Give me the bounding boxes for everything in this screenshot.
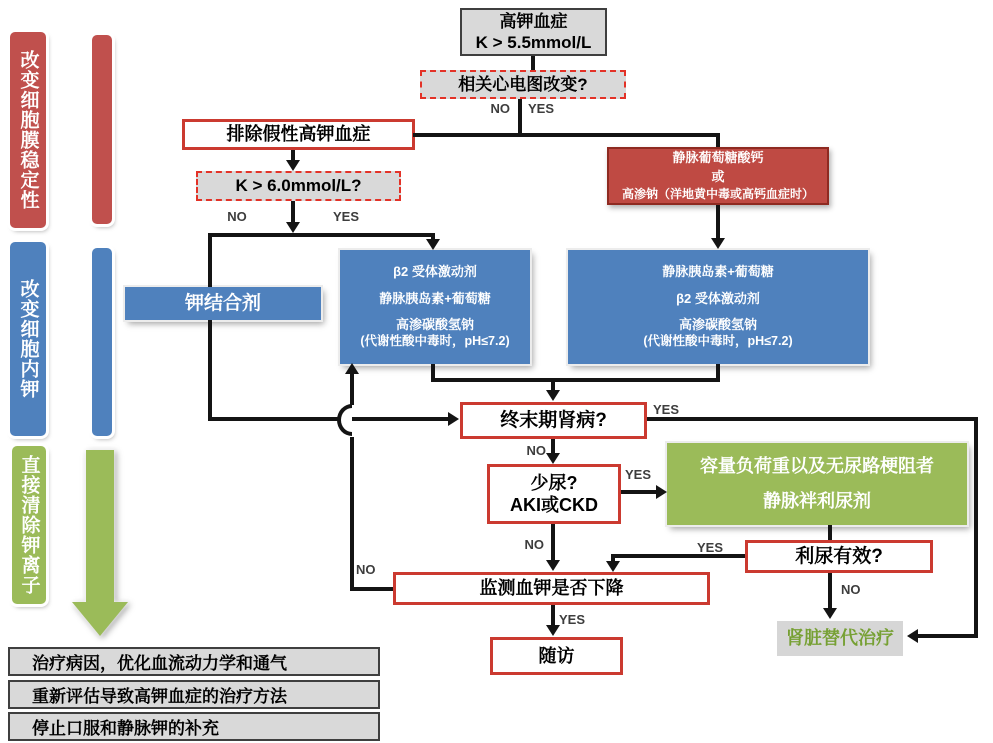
flow-line [647,417,978,421]
flow-line [518,99,522,135]
sidebar-stage-membrane-stability: 改变细胞膜稳定性 [10,32,46,228]
label-esrd-yes: YES [653,402,680,417]
flow-line [291,201,295,223]
flow-line [716,205,720,239]
sidebar-stage-potassium-removal: 直接清除钾离子 [12,446,46,604]
flow-line [350,437,354,589]
flow-line [413,133,720,137]
green-down-arrow-icon [72,450,128,636]
node-diuresis-effective-question: 利尿有效? [745,540,933,573]
arrowhead-right [656,485,667,499]
node-oliguria-question [487,464,621,524]
arrowhead-right [448,412,459,426]
shift-right-line3: 高渗碳酸氢钠 (代谢性酸中毒时，pH≤7.2) [643,316,793,349]
node-hyperkalemia-threshold: K > 5.5mmol/L [475,33,592,52]
arrowhead-down [546,560,560,571]
shift-right-line1: 静脉胰岛素+葡萄糖 [662,264,774,280]
flow-line [208,233,212,287]
arrowhead-down [546,453,560,464]
flow-line [621,490,657,494]
flow-line [551,439,555,454]
flow-line [828,525,832,540]
note-stop-potassium-intake: 停止口服和静脉钾的补充 [8,712,380,741]
shift-left-line1: β2 受体激动剂 [393,264,477,280]
node-hyperkalemia-title: 高钾血症 [499,11,568,31]
flow-line [208,320,212,419]
arrowhead-down [426,239,440,250]
node-loop-diuretic [667,443,967,525]
oliguria-line2: AKI或CKD [510,495,598,515]
node-k-above-6: K > 6.0mmol/L? [196,171,401,201]
flow-line [208,233,435,237]
note-treat-cause: 治疗病因，优化血流动力学和通气 [8,647,380,676]
node-esrd-question: 终末期肾病? [460,402,647,439]
label-k6-yes: YES [332,209,359,224]
flow-line [531,56,535,70]
flow-line [551,605,555,626]
node-renal-replacement-therapy: 肾脏替代治疗 [777,621,903,656]
arrowhead-down [606,561,620,572]
diuretic-line2: 静脉袢利尿剂 [763,491,871,512]
note-reassess-therapy: 重新评估导致高钾血症的治疗方法 [8,680,380,709]
flow-line [974,417,978,636]
shift-right-line2: β2 受体激动剂 [676,290,760,306]
flow-line [350,374,354,405]
label-ecg-yes: YES [528,101,555,116]
arrowhead-down [286,222,300,233]
flow-line [716,133,720,147]
shift-left-line2: 静脉胰岛素+葡萄糖 [379,290,491,306]
label-monitor-yes: YES [559,612,586,627]
arrowhead-down [546,390,560,401]
node-ecg-changes: 相关心电图改变? [420,70,626,99]
node-iv-calcium-gluconate [607,147,829,205]
label-ecg-no: NO [490,101,510,116]
flow-line [918,634,978,638]
calcium-line2: 或 [711,168,725,184]
label-esrd-no: NO [526,443,546,458]
label-oliguria-yes: YES [625,467,652,482]
flow-line [551,524,555,561]
sidebar-bar-red [92,35,112,224]
arrowhead-up [345,363,359,374]
flow-line [431,378,720,382]
flow-line [828,573,832,609]
flow-line [208,417,448,421]
calcium-line1: 静脉葡萄糖酸钙 [672,150,764,166]
sidebar-bar-blue [92,248,112,436]
node-exclude-pseudohyperkalemia: 排除假性高钾血症 [182,119,415,150]
diuretic-line1: 容量负荷重以及无尿路梗阻者 [700,456,934,477]
oliguria-line1: 少尿? [530,472,578,493]
node-followup: 随访 [490,637,623,675]
calcium-line3: 高渗钠（洋地黄中毒或高钙血症时） [621,186,814,201]
label-diuresis-yes: YES [697,540,724,555]
node-potassium-binder: 钾结合剂 [125,287,321,320]
node-monitor-potassium: 监测血钾是否下降 [393,572,710,605]
label-diuresis-no: NO [841,582,861,597]
sidebar-stage-intracellular-shift: 改变细胞内钾 [10,242,46,436]
label-oliguria-no: NO [524,537,544,552]
label-k6-no: NO [227,209,247,224]
node-shift-therapy-severe [568,250,868,364]
arrowhead-down [286,160,300,171]
arrowhead-down [546,625,560,636]
label-monitor-no: NO [356,562,376,577]
arrowhead-down [711,238,725,249]
node-hyperkalemia [460,8,607,56]
arrowhead-down [823,608,837,619]
arrowhead-left [907,629,918,643]
node-shift-therapy-moderate [340,250,530,364]
shift-left-line3: 高渗碳酸氢钠 (代谢性酸中毒时，pH≤7.2) [360,316,510,349]
flow-line [350,587,393,591]
